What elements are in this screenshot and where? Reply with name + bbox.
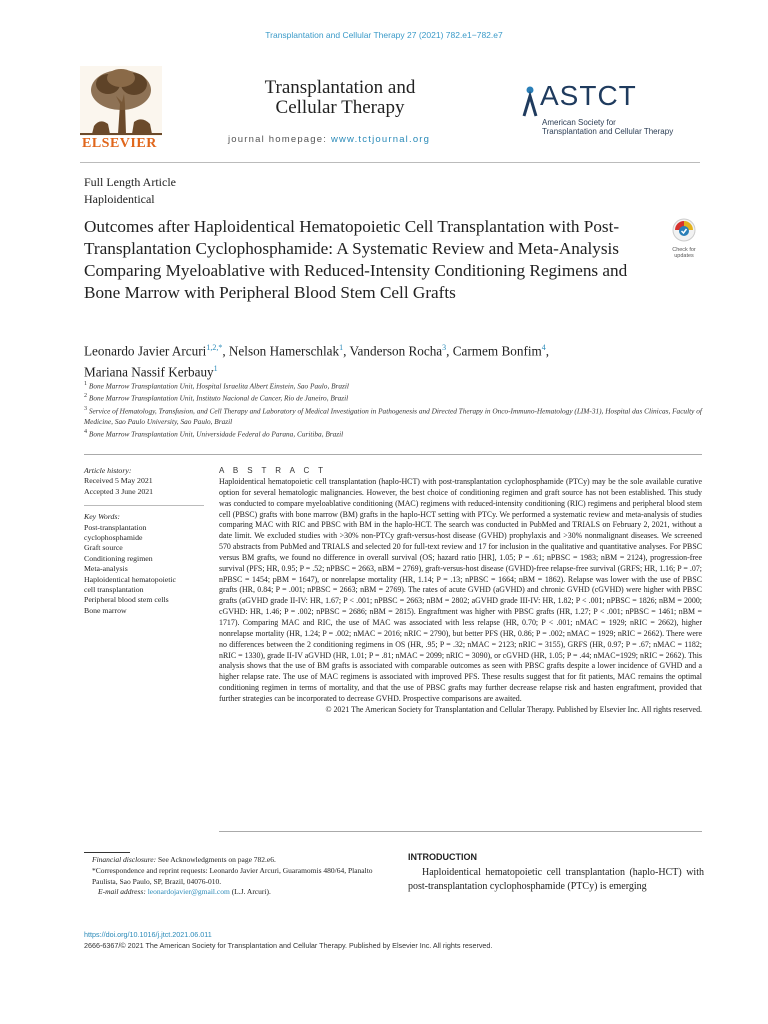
affiliation-text: Service of Hematology, Transfusion, and Cell Therapy and Laboratory of Medical Investigation in Pathogenesis and Directed Therapy in Onco-Immuno-Hematology (LIM-31), Hospital das Clinicas, Faculty of Medicine, Sao Paulo University, Sao Paulo, Brazil <box>84 406 702 427</box>
divider <box>219 831 702 832</box>
affiliation-text: Bone Marrow Transplantation Unit, Instituto Nacional de Cancer, Rio de Janeiro, Brazil <box>88 393 349 403</box>
footnotes <box>84 855 384 898</box>
author-separator: , <box>222 343 229 359</box>
article-type: Full Length Article <box>84 175 176 189</box>
affiliation-text: Bone Marrow Transplantation Unit, Hospital Israelita Albert Einstein, Sao Paulo, Brazil <box>88 381 349 391</box>
issn-copyright: 2666-6367/© 2021 The American Society for Transplantation and Cellular Therapy. Published by Elsevier Inc. All rights reserved. <box>84 940 493 950</box>
page-footer <box>84 930 492 951</box>
homepage-link[interactable]: www.tctjournal.org <box>330 134 431 145</box>
received-date: Received 5 May 2021 <box>84 476 153 486</box>
affiliation-item <box>84 391 704 403</box>
article-title: Outcomes after Haploidentical Hematopoietic Cell Transplantation with Post-Transplantation Cyclophosphamide: A Systematic Review and Meta-Analysis Comparing Myeloablative with Reduced-Intensity Conditioning Regimens and Bone Marrow with Peripheral Blood Stem Cell Grafts <box>84 217 628 302</box>
keywords-heading: Key Words: <box>84 512 121 522</box>
elsevier-wordmark: ELSEVIER <box>82 136 157 151</box>
running-header-citation: Transplantation and Cellular Therapy 27 (2021) 782.e1−782.e7 <box>265 30 503 40</box>
elsevier-tree-icon <box>80 66 162 136</box>
crossmark-icon <box>672 218 696 242</box>
author-affiliation-marks[interactable]: 3 <box>442 343 447 352</box>
accepted-date: Accepted 3 June 2021 <box>84 486 154 496</box>
homepage-label: journal homepage: <box>228 134 331 145</box>
author-affiliation-marks[interactable]: 1 <box>213 364 218 374</box>
affiliation-item <box>84 427 704 439</box>
affiliation-text: Bone Marrow Transplantation Unit, Universidade Federal do Parana, Curitiba, Brazil <box>88 429 344 439</box>
journal-title-line1: Transplantation and <box>264 77 416 98</box>
divider <box>84 454 702 455</box>
divider <box>84 505 204 506</box>
astct-wordmark: ASTCT <box>540 80 637 111</box>
email-link[interactable]: leonardojavier@gmail.com <box>147 887 230 897</box>
astct-society-line2: Transplantation and Cellular Therapy <box>542 127 674 136</box>
author-separator: , <box>446 343 453 359</box>
author-name[interactable]: Nelson Hamerschlak <box>228 343 340 359</box>
email-label: E-mail address: <box>98 887 146 897</box>
author-affiliation-marks[interactable]: 1 <box>339 343 344 352</box>
journal-masthead <box>80 66 700 163</box>
keyword-item: Conditioning regimen <box>84 553 153 563</box>
journal-homepage <box>228 134 430 145</box>
article-category: Haploidentical <box>84 192 155 206</box>
author-affiliation-marks[interactable]: 1,2,* <box>206 343 223 352</box>
introduction-heading: INTRODUCTION <box>408 852 477 862</box>
keyword-item: Haploidentical hematopoietic <box>84 574 177 584</box>
astct-society-name <box>542 118 673 136</box>
crossmark-label <box>666 247 702 259</box>
article-info-sidebar <box>84 466 204 616</box>
journal-title-line2: Cellular Therapy <box>275 97 405 118</box>
abstract-copyright: © 2021 The American Society for Transplantation and Cellular Therapy. Published by Elsevier Inc. All rights reserved. <box>325 704 702 714</box>
affiliation-number: 2 <box>84 393 88 400</box>
astct-logo <box>520 80 700 140</box>
footnote-rule <box>84 852 130 853</box>
crossmark-label-line1: Check for <box>672 247 696 253</box>
abstract-text: Haploidentical hematopoietic cell transplantation (haplo-HCT) with post-transplantation cyclophosphamide (PTCy) may be the sole available curative option for several hematologic malignancies. However, the best choice of conditioning regimen and graft source has not been established. This study was conducted to compare myeloablative conditioning (MAC) regimens with reduced-intensity conditioning (RIC) regimens and peripheral blood stem cell (PBSC) grafts with bone marrow (BM) grafts in the haplo-HCT setting with PTCy. We performed a systematic review and meta-analysis of studies comparing MAC with RIC and PBSC with BM in the haplo-HCT. The search was conducted in PubMed and TRIALS on February 2, 2021, without a date limit. We excluded studies with >30% non-PTCy graft-versus-host disease (GVHD) prophylaxis and >30% nonmalignant diseases. We screened 570 abstracts from PubMed and TRIALS and selected 20 for full-text review and 17 for inclusion in the qualitative and quantitative analyses. For PBSC versus BM grafts, we found no difference in overall survival (OS; hazard ratio [HR], 1.05; P = .61; nPBSC = 1983; nBM = 2124), progression-free survival (PFS; HR, 0.95; P = .52; nPBSC = 2663, nBM = 2769), graft-versus-host disease (GVHD)-free relapse-free survival (GRFS; HR, 1.16; P = .07; nPBSC = 1454; pBM = 1647), or nonrelapse mortality (HR, 1.14; P = .13; nPBSC = 1664; nBM = 1862). Relapse was lower with the use of PBSC grafts (HR, 0.84; P = .001; nPBSC = 2663; nBM = 2769). The rates of acute GVHD (aGVHD) and chronic GVHD (cGVHD) were higher with PBSC grafts (aGVHD grade II-IV: HR, 1.67; P < .001; nPBSC = 2663; nBM = 2802; aGVHD grade III-IV: HR, 1.82; P < .001; nPBSC = 1826; nBM = 2000; cGVHD: HR, 1.46; P = .002; nPBSC = 2686; nBM = 2815). Engraftment was higher with PBSC grafts (HR, 1.27; P < .001; nPBSC = 1461; nBM = 1717). Comparing MAC and RIC, the use of MAC was associated with less relapse (HR, 0.70; P < .001; nMAC = 1929; nRIC = 2662), higher nonrelapse mortality (HR, 1.24; P = .002; nMAC = 2016; nRIC = 2790), but better PFS (HR, 0.86; P = .002; nMAC = 1929; nRIC = 2662). There were no differences between the 2 conditioning regimens in OS (HR, .95; P = .32; nMAC = 2123; nRIC = 3155), GRFS (HR, 0.97; P = .67; nMAC = 1182; nRIC = 1330), grade II-IV aGVHD (HR, 1.01; P = .81; nMAC = 2099; nRIC = 3090), or cGVHD (HR, 1.05; P = .44; nMAC=1929; nRIC = 2662). This analysis shows that the use of BM grafts is associated with comparable outcomes as seen with PBSC grafts despite a lower incidence of GVHD and a higher relapse rate. The use of MAC regimens is associated with improved PFS. These results suggest that for fit patients, MAC remains the optimal conditioning regimen in terms of mortality, and that the use of PBSC grafts may further decrease relapse risk and hasten engraftment, provided that further strategies can be incorporated to decrease GVHD. Prospective comparisons are awaited. <box>219 477 702 703</box>
correspondence-note: *Correspondence and reprint requests: Leonardo Javier Arcuri, Guaramomis 480/64, Planalto Paulista, Sao Paulo, SP, Brazil, 04076-010. <box>92 865 373 886</box>
check-for-updates-badge[interactable] <box>666 218 702 258</box>
abstract-body <box>219 477 702 716</box>
email-note <box>84 887 384 898</box>
author-name[interactable]: Carmem Bonfim <box>452 343 542 359</box>
affiliation-item <box>84 404 704 427</box>
keyword-item: Meta-analysis <box>84 564 128 574</box>
keyword-item: Graft source <box>84 543 123 553</box>
doi-link[interactable]: https://doi.org/10.1016/j.jtct.2021.06.011 <box>84 930 212 939</box>
keyword-item: cell transplantation <box>84 585 144 595</box>
keyword-item: cyclophosphamide <box>84 533 143 543</box>
financial-disclosure <box>84 855 384 866</box>
author-name[interactable]: Mariana Nassif Kerbauy <box>84 364 214 380</box>
keyword-item: Peripheral blood stem cells <box>84 595 169 605</box>
affiliation-number: 3 <box>84 405 88 412</box>
financial-disclosure-label: Financial disclosure: <box>92 855 157 864</box>
author-list <box>84 339 704 382</box>
author-separator: , <box>545 343 550 359</box>
affiliations-list <box>84 379 704 440</box>
astct-mark-icon <box>520 86 540 118</box>
author-name[interactable]: Leonardo Javier Arcuri <box>84 343 207 359</box>
article-type-block <box>84 174 176 208</box>
email-suffix: (L.J. Arcuri). <box>229 887 271 897</box>
financial-disclosure-text: See Acknowledgments on page 782.e6. <box>156 855 276 864</box>
article-history-heading: Article history: <box>84 466 132 475</box>
astct-society-line1: American Society for <box>542 118 616 127</box>
crossmark-label-line2: updates <box>674 253 694 259</box>
keyword-item: Bone marrow <box>84 605 127 615</box>
journal-title <box>250 78 430 118</box>
affiliation-number: 1 <box>84 381 88 387</box>
author-separator: , <box>343 343 350 359</box>
author-affiliation-marks[interactable]: 4 <box>541 343 546 352</box>
introduction-text <box>408 866 704 894</box>
abstract-heading: A B S T R A C T <box>219 466 327 475</box>
introduction-paragraph: Haploidentical hematopoietic cell transplantation (haplo-HCT) with post-transplantation cyclophosphamide (PTCy) is emerging <box>408 867 704 892</box>
affiliation-number: 4 <box>84 429 88 436</box>
elsevier-tree-logo <box>80 66 162 150</box>
keyword-item: Post-transplantation <box>84 522 147 532</box>
affiliation-item <box>84 379 704 391</box>
author-name[interactable]: Vanderson Rocha <box>349 343 443 359</box>
